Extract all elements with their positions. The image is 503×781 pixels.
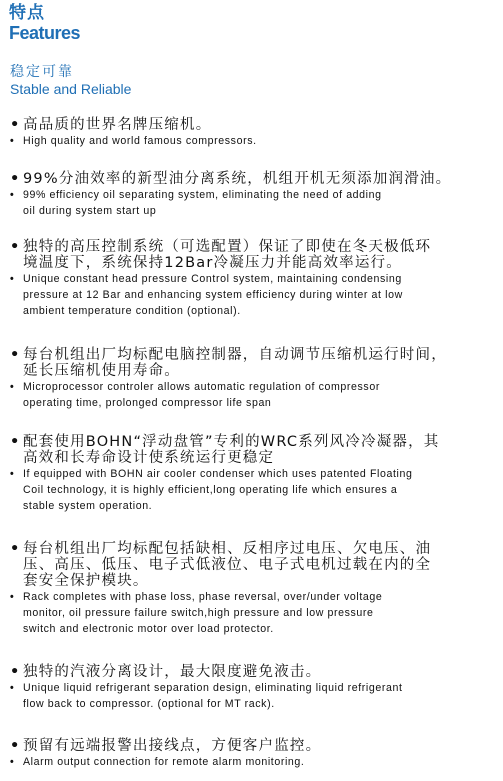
- bullet-icon: •: [10, 541, 21, 557]
- bullet-icon: •: [10, 434, 21, 450]
- bullet-icon: •: [10, 738, 21, 754]
- feature-item: [10, 664, 490, 712]
- bullet-icon: •: [10, 171, 21, 187]
- feature-item: [10, 239, 490, 319]
- bullet-icon: •: [10, 664, 21, 680]
- features-header: [9, 4, 80, 43]
- page-title-cn: 特点: [9, 3, 45, 23]
- feature-text-cn: 预留有远端报警出接线点，方便客户监控。: [23, 738, 322, 754]
- feature-item: [10, 738, 490, 770]
- bullet-icon: •: [10, 381, 15, 393]
- bullet-icon: •: [10, 189, 15, 201]
- bullet-icon: •: [10, 591, 15, 603]
- bullet-icon: •: [10, 273, 15, 285]
- bullet-icon: •: [10, 239, 21, 255]
- feature-item: [10, 347, 490, 411]
- bullet-icon: •: [10, 117, 21, 133]
- feature-text-cn: 每台机组出厂均标配包括缺相、反相序过电压、欠电压、油 压、高压、低压、电子式低液位、电子式电机过载在内的全 套安全保护模块。: [23, 541, 432, 589]
- feature-text-en: Microprocessor controler allows automatic regulation of compressor operating time, prolonged compressor life span: [23, 381, 380, 409]
- bullet-icon: •: [10, 135, 15, 147]
- feature-text-cn: 独特的高压控制系统（可选配置）保证了即使在冬天极低环 境温度下，系统保持12Bar冷凝压力并能高效率运行。: [23, 239, 432, 271]
- feature-text-en: Unique constant head pressure Control system, maintaining condensing pressure at 12 Bar and enhancing system efficiency during winter at low ambient temperature condition (optional).: [23, 273, 403, 317]
- bullet-icon: •: [10, 468, 15, 480]
- feature-text-en: Rack completes with phase loss, phase reversal, over/under voltage monitor, oil pressure failure switch,high pressure and low pressure switch and electronic motor over load protector.: [23, 591, 383, 635]
- feature-item: [10, 434, 490, 514]
- feature-text-en: If equipped with BOHN air cooler condenser which uses patented Floating Coil technology, it is highly efficient,long operating life which ensures a stable system operation.: [23, 468, 413, 512]
- section-subtitle: [10, 64, 131, 98]
- feature-text-en: 99% efficiency oil separating system, eliminating the need of adding oil during system start up: [23, 189, 382, 217]
- feature-text-cn: 高品质的世界名牌压缩机。: [23, 117, 212, 133]
- feature-item: [10, 171, 490, 219]
- page-title-en: Features: [9, 23, 81, 43]
- bullet-icon: •: [10, 756, 15, 768]
- feature-text-cn: 99%分油效率的新型油分离系统，机组开机无须添加润滑油。: [23, 171, 452, 187]
- feature-item: [10, 117, 490, 149]
- feature-text-en: Alarm output connection for remote alarm monitoring.: [23, 756, 305, 768]
- section-subtitle-cn: 稳定可靠: [10, 64, 74, 80]
- feature-text-en: High quality and world famous compressors.: [23, 135, 257, 147]
- bullet-icon: •: [10, 347, 21, 363]
- section-subtitle-en: Stable and Reliable: [10, 81, 132, 97]
- bullet-icon: •: [10, 682, 15, 694]
- feature-text-cn: 每台机组出厂均标配电脑控制器，自动调节压缩机运行时间， 延长压缩机使用寿命。: [23, 347, 447, 379]
- feature-text-cn: 配套使用BOHN“浮动盘管”专利的WRC系列风冷冷凝器，其 高效和长寿命设计使系统运行更稳定: [23, 434, 440, 466]
- feature-text-en: Unique liquid refrigerant separation design, eliminating liquid refrigerant flow back to compressor. (optional for MT rack).: [23, 682, 403, 710]
- feature-item: [10, 541, 490, 637]
- feature-text-cn: 独特的汽液分离设计，最大限度避免液击。: [23, 664, 322, 680]
